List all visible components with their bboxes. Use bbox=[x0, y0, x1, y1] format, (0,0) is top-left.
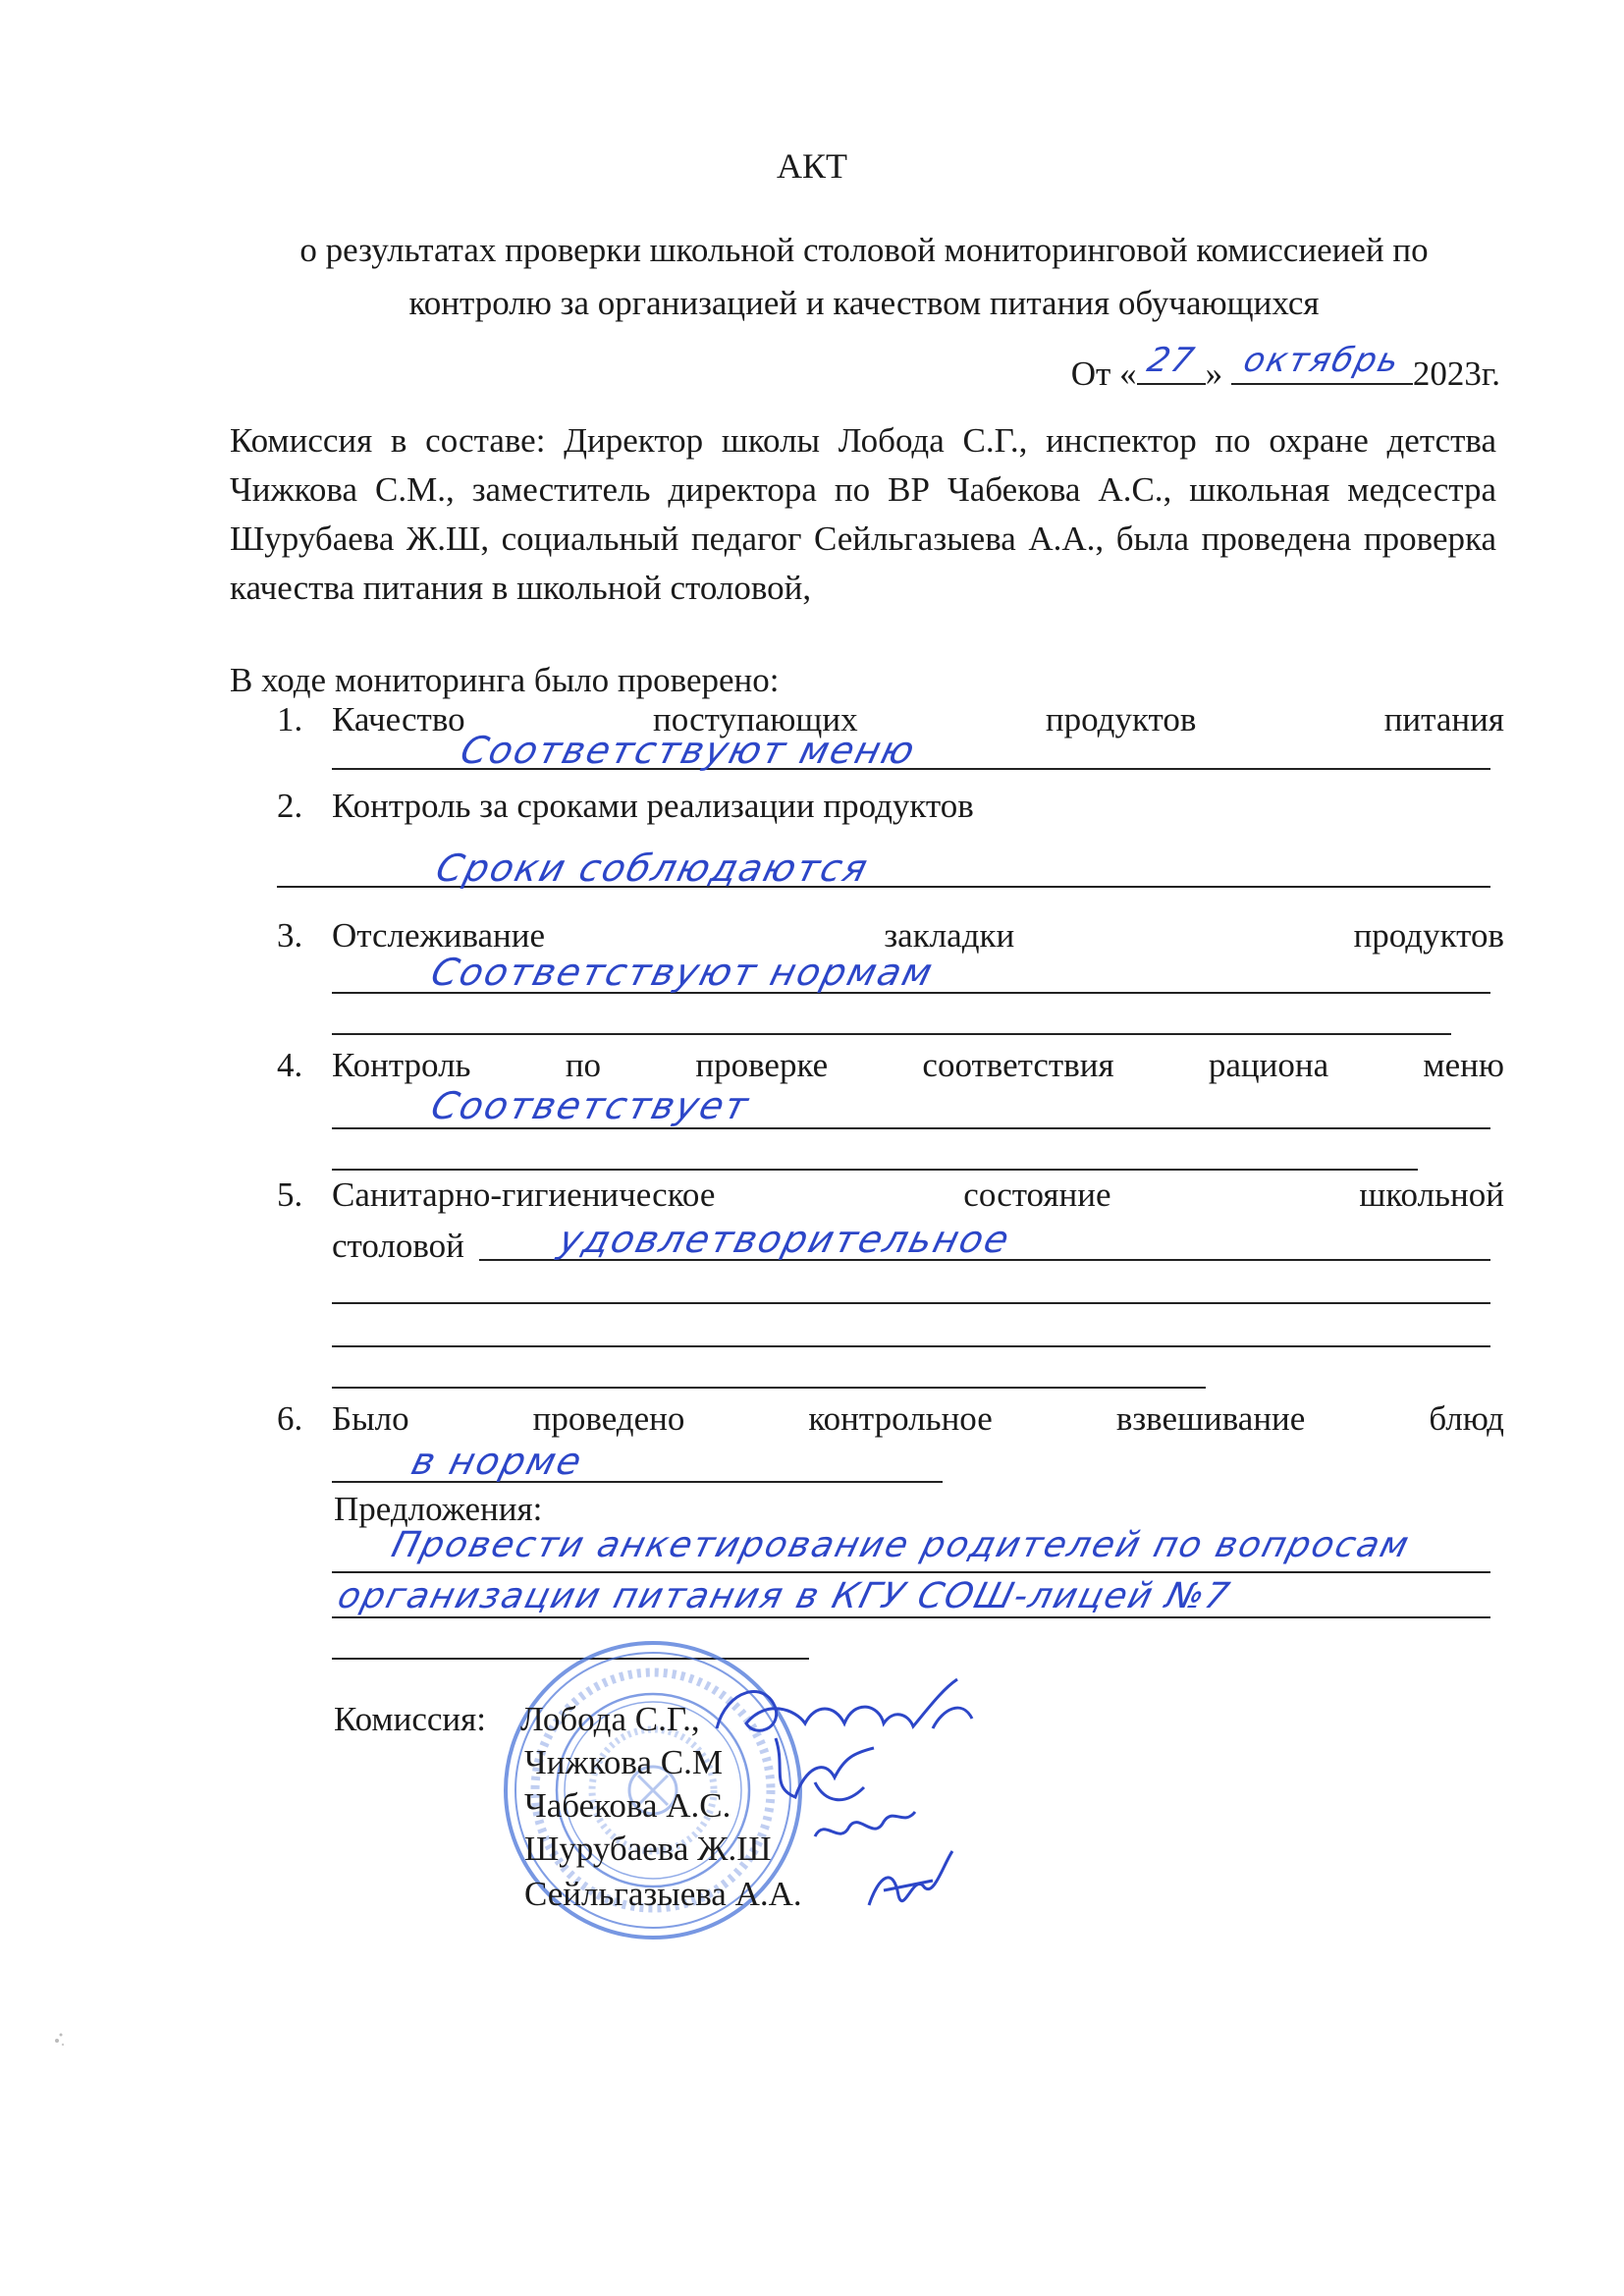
member-1: Лобода С.Г., bbox=[520, 1700, 700, 1738]
item-word: рациона bbox=[1208, 1046, 1329, 1084]
item-word: Санитарно-гигиеническое bbox=[332, 1175, 716, 1214]
member-3: Чабекова А.С. bbox=[524, 1786, 731, 1825]
check-item-5 bbox=[277, 1175, 1504, 1218]
member-2: Чижкова С.М bbox=[524, 1743, 723, 1781]
item-number: 1. bbox=[277, 700, 303, 738]
date-day: 27 bbox=[1143, 341, 1200, 381]
item-word: питания bbox=[1383, 700, 1504, 738]
signature-4 bbox=[854, 1846, 962, 1925]
blank-line bbox=[332, 1302, 1490, 1304]
subtitle-line-1: о результатах проверки школьной столовой мониторинговой комиссиеией по bbox=[299, 231, 1429, 269]
date-month: октябрь bbox=[1239, 341, 1405, 381]
subtitle-line-2: контролю за организацией и качеством питания обучающихся bbox=[408, 284, 1320, 322]
item-number: 3. bbox=[277, 916, 303, 955]
item-word: поступающих bbox=[653, 700, 858, 738]
check-item-6 bbox=[277, 1398, 1504, 1442]
item-text bbox=[332, 1398, 1504, 1440]
item-3-answer: Соответствуют нормам bbox=[426, 951, 939, 994]
item-5-line2: столовой bbox=[332, 1227, 464, 1265]
member-5: Сейльгазыева А.А. bbox=[524, 1875, 802, 1913]
item-word: проверке bbox=[695, 1046, 829, 1084]
proposals-line bbox=[332, 1571, 1490, 1573]
date-prefix: От « bbox=[1070, 355, 1137, 393]
item-text bbox=[332, 1175, 1504, 1216]
check-heading: В ходе мониторинга было проверено: bbox=[230, 661, 780, 699]
item-word: состояние bbox=[963, 1175, 1111, 1214]
item-word: по bbox=[565, 1046, 602, 1084]
check-item-4 bbox=[277, 1045, 1504, 1088]
item-word: Качество bbox=[332, 700, 465, 738]
item-word: проведено bbox=[532, 1399, 685, 1438]
item-word: Контроль за сроками реализации продуктов bbox=[332, 787, 974, 825]
blank-line bbox=[332, 1345, 1490, 1347]
date-year: 2023г. bbox=[1412, 355, 1500, 393]
member-4: Шурубаева Ж.Ш bbox=[524, 1830, 772, 1868]
item-number: 4. bbox=[277, 1046, 303, 1084]
item-1-answer: Соответствуют меню bbox=[456, 729, 921, 772]
blank-line bbox=[332, 1169, 1418, 1171]
item-word: меню bbox=[1423, 1046, 1504, 1084]
blank-line bbox=[332, 1387, 1206, 1389]
blank-line bbox=[332, 1033, 1451, 1035]
proposals-text-1: Провести анкетирование родителей по вопросам bbox=[387, 1525, 1415, 1565]
item-word: Было bbox=[332, 1399, 409, 1438]
item-word: взвешивание bbox=[1115, 1399, 1306, 1438]
document-title: АКТ bbox=[777, 146, 847, 186]
item-5-answer: удовлетворительное bbox=[554, 1218, 1016, 1261]
check-item-2 bbox=[277, 786, 1504, 829]
item-text bbox=[332, 1045, 1504, 1086]
document-date bbox=[1070, 341, 1500, 395]
item-number: 6. bbox=[277, 1399, 303, 1438]
item-word: Контроль bbox=[332, 1046, 471, 1084]
scan-artifact bbox=[51, 2027, 71, 2050]
date-mid: » bbox=[1205, 355, 1231, 393]
item-4-answer: Соответствует bbox=[426, 1084, 755, 1127]
item-word: школьной bbox=[1359, 1175, 1504, 1214]
item-word: соответствия bbox=[922, 1046, 1114, 1084]
item-word: закладки bbox=[884, 916, 1015, 955]
item-6-answer: в норме bbox=[406, 1440, 588, 1483]
item-word: блюд bbox=[1429, 1399, 1504, 1438]
item-word: Отслеживание bbox=[332, 916, 546, 955]
document-subtitle bbox=[226, 224, 1502, 330]
item-2-answer: Сроки соблюдаются bbox=[431, 847, 874, 890]
commission-intro: Комиссия в составе: Директор школы Лобода С.Г., инспектор по охране детства Чижкова С.М., заместитель директора по ВР Чабекова А.С., школьная медсестра Шурубаева Ж.Ш, социальный педагог Сейльгазыева А.А., была проведена проверка качества питания в школьной столовой, bbox=[230, 421, 1496, 607]
proposals-label: Предложения: bbox=[334, 1490, 543, 1528]
item-word: продуктов bbox=[1353, 916, 1504, 955]
date-month-blank bbox=[1231, 341, 1413, 385]
item-text bbox=[332, 786, 1504, 827]
item-word: контрольное bbox=[808, 1399, 993, 1438]
proposals-text-2: организации питания в КГУ СОШ-лицей №7 bbox=[333, 1576, 1235, 1616]
item-number: 2. bbox=[277, 787, 303, 825]
item-number: 5. bbox=[277, 1175, 303, 1214]
commission-label: Комиссия: bbox=[334, 1700, 486, 1738]
item-word: продуктов bbox=[1045, 700, 1197, 738]
date-day-blank bbox=[1137, 341, 1206, 385]
